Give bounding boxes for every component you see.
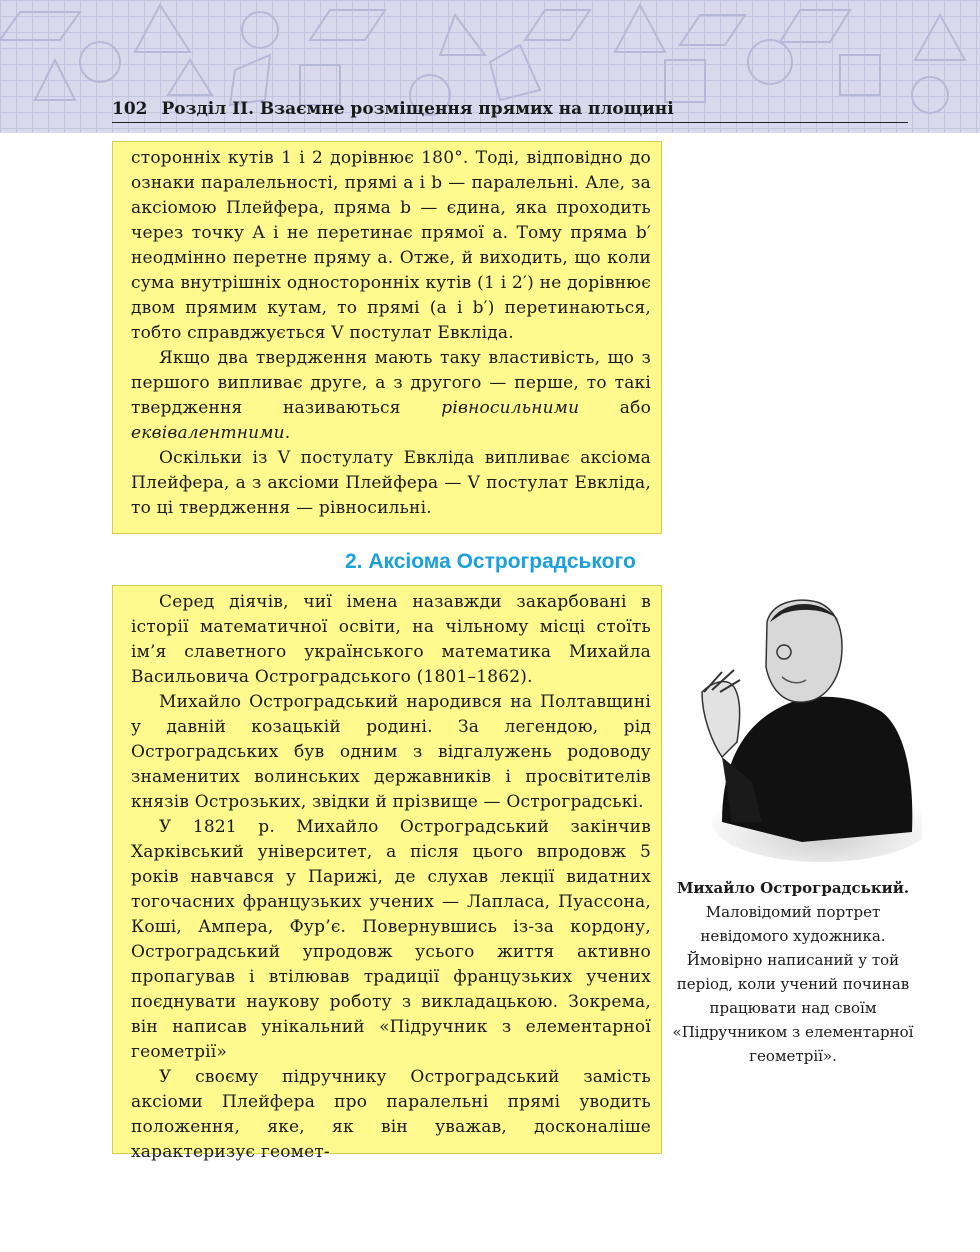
portrait-caption <box>672 876 914 1068</box>
text-span: . <box>284 423 291 443</box>
paragraph: Оскільки із V постулату Евкліда випливає аксіома Плейфера, а з аксіоми Плейфера — V постулат Евкліда, то ці твердження — рівносильні. <box>131 448 651 518</box>
term-equivalent: рівносильними <box>441 398 580 418</box>
caption-name: Михайло Остроградський. <box>676 879 910 897</box>
paragraph: Серед діячів, чиї імена назавжди закарбовані в історії математичної освіти, на чільному місці стоїть ім’я славетного українського математика Михайла Васильовича Остроградського (1801–1862). <box>131 592 651 687</box>
paragraph: сторонніх кутів 1 і 2 дорівнює 180°. Тоді, відповідно до ознаки паралельності, прямі a і b — паралельні. Але, за аксіомою Плейфера, пряма b — єдина, яка проходить через точку A і не перетинає прямої a. Тому пряма b′ неодмінно перетне пряму a. Отже, й виходить, що коли сума внутрішніх односторонніх кутів (1 і 2′) не дорівнює двом прямим кутам, то прямі (a і b′) перетинаються, тобто справджується V постулат Евкліда. <box>131 148 651 343</box>
portrait-icon <box>682 592 922 862</box>
portrait-image <box>682 592 922 862</box>
paragraph: Михайло Остроградський народився на Полтавщині у давній козацькій родині. За легендою, рід Остроградських був одним з відгалужень родоводу знаменитих волинських державників і просвітителів князів Острозьких, звідки й прізвище — Остроградські. <box>131 692 651 812</box>
term-equivalent-2: еквівалентними <box>131 423 285 443</box>
page-number: 102 <box>112 99 148 119</box>
paragraph: У 1821 р. Михайло Остроградський закінчив Харківський університет, а після цього впродовж 5 років навчався у Парижі, де слухав лекції видатних тогочасних французьких учених — Лапласа, Пуассона, Коші, Ампера, Фур’є. Повернувшись із-за кордону, Остроградський упродовж усього життя активно пропагував і втілював традиції французьких учених поєднувати наукову роботу з викладацькою. Зокрема, він написав унікальний «Підручник з елементарної геометрії» <box>131 817 651 1062</box>
text-span: або <box>579 398 652 418</box>
text-box-bottom <box>112 585 662 1162</box>
paragraph-definition <box>131 346 651 446</box>
running-head <box>112 98 908 123</box>
text-span: Якщо два твердження мають таку властивість, що з першого випливає друге, а з другого — перше, то такі твердження називаються <box>131 348 651 418</box>
paragraph: У своєму підручнику Остроградський замість аксіоми Плейфера про паралельні прямі уводить положення, яке, як він уважав, досконаліше характеризує геомет- <box>131 1067 651 1162</box>
text-box-top <box>112 141 662 534</box>
section-title: 2. Аксіома Остроградського <box>345 550 636 573</box>
chapter-title: Розділ ІІ. Взаємне розміщення прямих на площині <box>161 99 674 119</box>
caption-text: Маловідомий портрет невідомого художника. Ймовірно написаний у той період, коли учений починав працювати над своїм «Підручником з елементарної геометрії». <box>672 903 914 1065</box>
